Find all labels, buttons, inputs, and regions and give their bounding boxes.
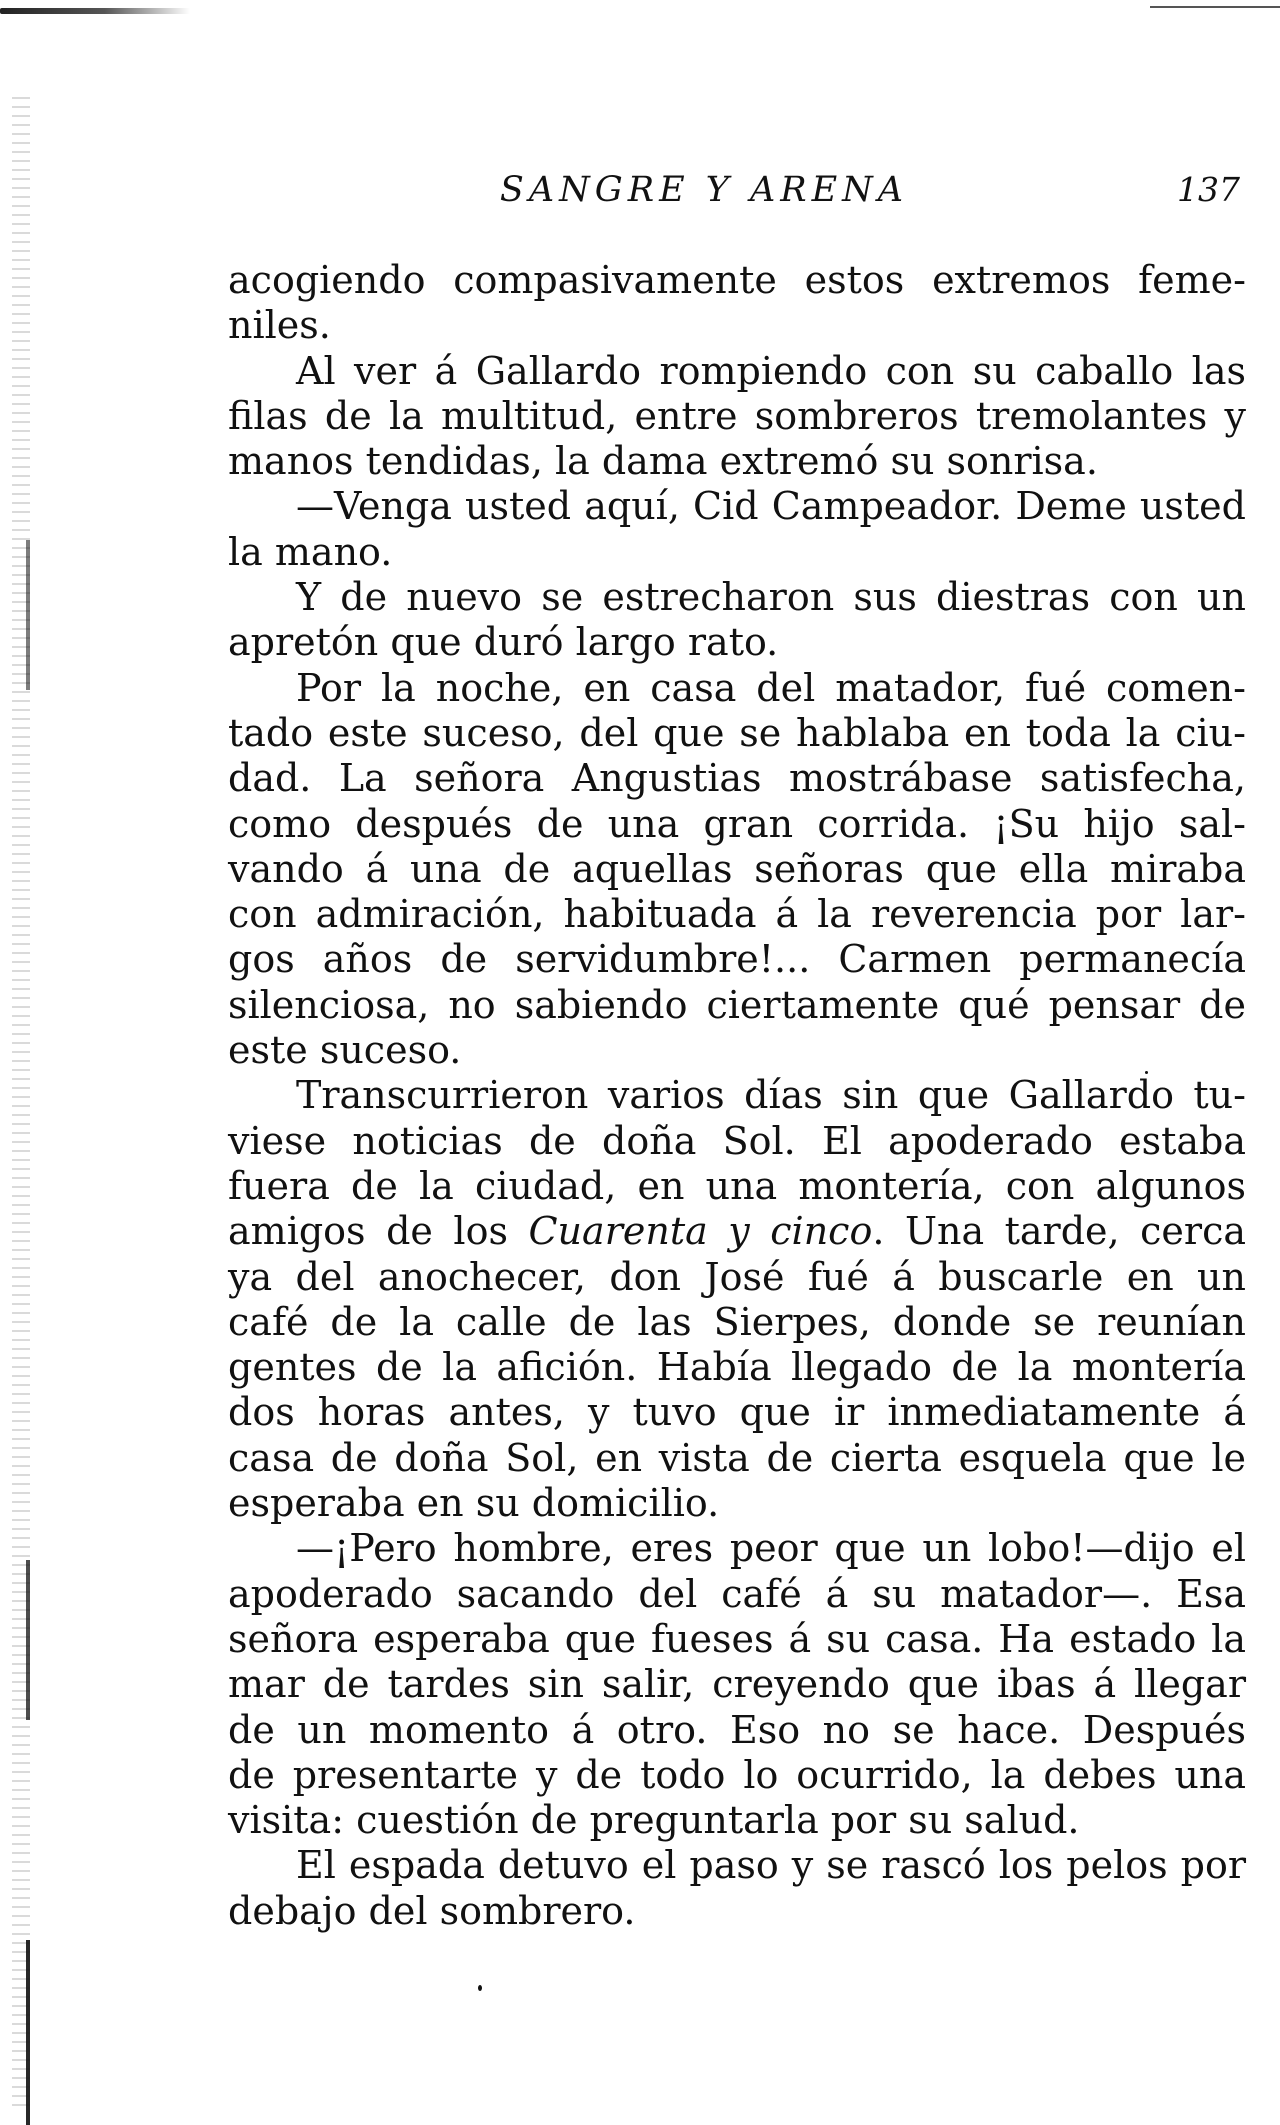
- text-line: Y de nuevo se estrecharon sus diestras con un: [296, 575, 1246, 620]
- text-line: gentes de la afición. Había llegado de la montería: [228, 1345, 1246, 1390]
- text-line: Por la noche, en casa del matador, fué comen-: [296, 665, 1246, 710]
- scan-artifact-left-edge: [12, 90, 30, 2110]
- text-line: dos horas antes, y tuvo que ir inmediatamente á: [228, 1390, 1246, 1435]
- scan-artifact-left-line: [26, 1560, 30, 1720]
- text-line: debajo del sombrero.: [228, 1888, 636, 1933]
- text-line: dad. La señora Angustias mostrábase satisfecha,: [228, 756, 1246, 801]
- text-line: de un momento á otro. Eso no se hace. Después: [228, 1707, 1246, 1752]
- text-line: con admiración, habituada á la reverencia por lar-: [228, 892, 1246, 937]
- scan-artifact-left-line: [26, 1940, 30, 2125]
- scan-artifact-top-right: [1150, 6, 1280, 8]
- text-line: viese noticias de doña Sol. El apoderado estaba: [228, 1118, 1246, 1163]
- italic-text: Cuarenta y cinco: [528, 1209, 873, 1254]
- text-line: esperaba en su domicilio.: [228, 1481, 720, 1526]
- text-line: mar de tardes sin salir, creyendo que ibas á llegar: [228, 1662, 1246, 1707]
- text-line: fuera de la ciudad, en una montería, con algunos: [228, 1163, 1246, 1208]
- text-line: Al ver á Gallardo rompiendo con su caballo las: [296, 348, 1246, 393]
- text-line: —Venga usted aquí, Cid Campeador. Deme usted: [296, 484, 1246, 529]
- text-line: niles.: [228, 303, 331, 348]
- text-line: apretón que duró largo rato.: [228, 620, 779, 665]
- text-line: la mano.: [228, 529, 393, 574]
- text-line: silenciosa, no sabiendo ciertamente qué pensar de: [228, 982, 1246, 1027]
- text-line: café de la calle de las Sierpes, donde se reunían: [228, 1299, 1246, 1344]
- page-number: 137: [1177, 170, 1240, 209]
- text-line: como después de una gran corrida. ¡Su hijo sal-: [228, 801, 1246, 846]
- text-line: gos años de servidumbre!... Carmen permanecía: [228, 937, 1246, 982]
- running-title: SANGRE Y ARENA: [499, 170, 909, 210]
- text-line: acogiendo compasivamente estos extremos feme-: [228, 258, 1246, 302]
- body-text: [228, 258, 1246, 1934]
- text-line: vando á una de aquellas señoras que ella miraba: [228, 846, 1246, 891]
- text-line: de presentarte y de todo lo ocurrido, la debes una: [228, 1752, 1246, 1797]
- page-header: [228, 170, 1250, 218]
- text-line: amigos de los Cuarenta y cinco. Una tarde, cerca: [228, 1209, 1247, 1254]
- text-line: este suceso.: [228, 1028, 462, 1073]
- text-line: ya del anochecer, don José fué á buscarle en un: [228, 1254, 1246, 1299]
- scan-artifact-top-left: [0, 8, 190, 14]
- text-line: El espada detuvo el paso y se rascó los pelos por: [296, 1843, 1246, 1888]
- text-line: señora esperaba que fueses á su casa. Ha estado la: [228, 1616, 1246, 1661]
- scan-artifact-dot: [478, 1985, 482, 1991]
- text-line: casa de doña Sol, en vista de cierta esquela que le: [228, 1435, 1246, 1480]
- text-line: tado este suceso, del que se hablaba en toda la ciu-: [228, 710, 1246, 755]
- text-line: manos tendidas, la dama extremó su sonrisa.: [228, 439, 1098, 484]
- text-line: visita: cuestión de preguntarla por su salud.: [228, 1798, 1080, 1843]
- scan-artifact-left-line: [26, 540, 30, 690]
- text-line: Transcurrieron varios días sin que Gallardo tu-: [296, 1073, 1246, 1118]
- text-line: filas de la multitud, entre sombreros tremolantes y: [228, 393, 1246, 438]
- text-line: apoderado sacando del café á su matador—. Esa: [228, 1571, 1246, 1616]
- text-line: —¡Pero hombre, eres peor que un lobo!—dijo el: [296, 1526, 1246, 1571]
